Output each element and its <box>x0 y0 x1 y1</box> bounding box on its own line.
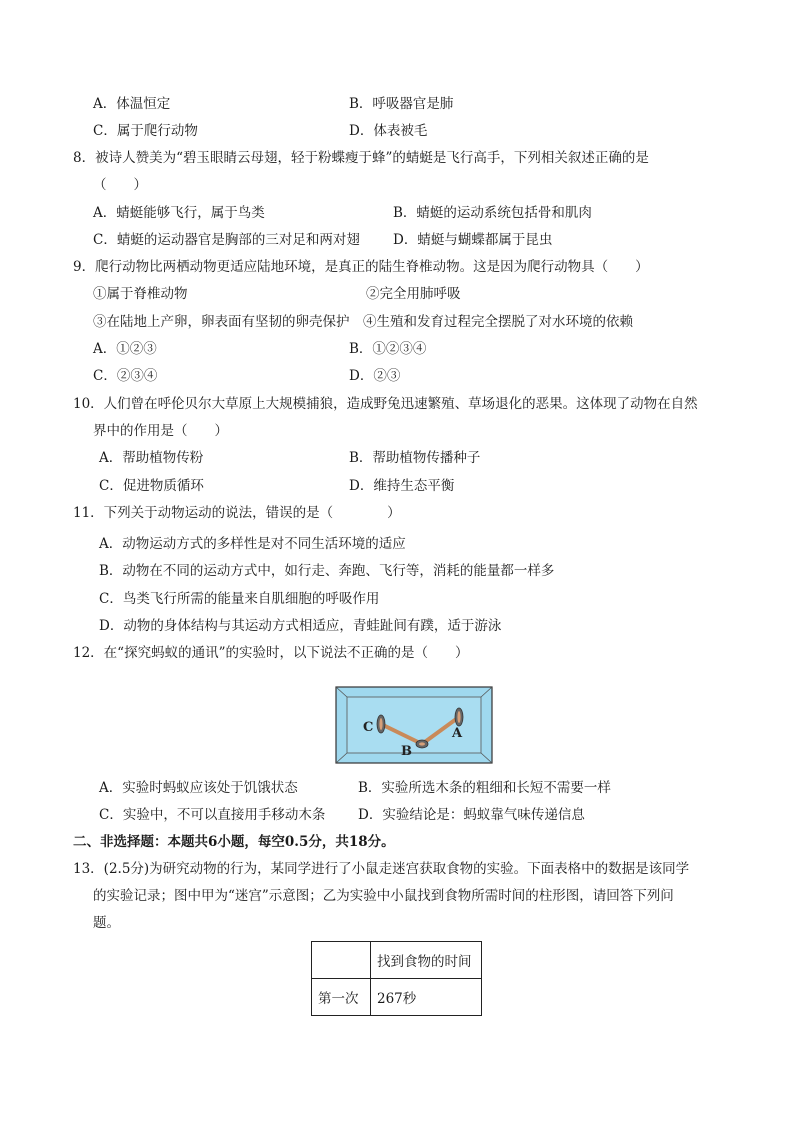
q9-item-1: ①属于脊椎动物 <box>93 286 188 302</box>
q13-stem-line-2: 的实验记录；图中甲为“迷宫”示意图；乙为实验中小鼠找到食物所需时间的柱形图，请回答下列问 <box>93 888 674 904</box>
q7-option-c: C．属于爬行动物 <box>93 123 198 139</box>
q7-option-d: D．体表被毛 <box>349 123 428 139</box>
q13-stem-line-3: 题。 <box>93 915 120 931</box>
table-header-row <box>312 942 482 979</box>
q9-items-3-4: ③在陆地上产卵，卵表面有坚韧的卵壳保护 ④生殖和发育过程完全摆脱了对水环境的依赖 <box>93 314 633 330</box>
q9-stem: 9．爬行动物比两栖动物更适应陆地环境，是真正的陆生脊椎动物。这是因为爬行动物具（ ） <box>73 259 649 275</box>
q12-option-a: A．实验时蚂蚁应该处于饥饿状态 <box>99 780 298 796</box>
table-cell: 267秒 <box>371 979 482 1016</box>
q11-option-c: C．鸟类飞行所需的能量来自肌细胞的呼吸作用 <box>99 591 380 607</box>
q10-option-d: D．维持生态平衡 <box>349 478 455 494</box>
q10-option-c: C．促进物质循环 <box>99 478 204 494</box>
q12-stem: 12．在“探究蚂蚁的通讯”的实验时，以下说法不正确的是（ ） <box>73 645 469 661</box>
table-cell: 第一次 <box>312 979 371 1016</box>
fig-label-b: B <box>401 744 412 759</box>
fig-label-a: A <box>452 726 463 741</box>
q9-item-2: ②完全用肺呼吸 <box>366 286 461 302</box>
table-header-cell <box>312 942 371 979</box>
section-heading: 二、非选择题：本题共6小题，每空0.5分，共18分。 <box>73 834 395 850</box>
q8-option-c: C．蜻蜓的运动器官是胸部的三对足和两对翅 <box>93 232 360 248</box>
fig-label-c: C <box>363 720 374 735</box>
q11-option-b: B．动物在不同的运动方式中，如行走、奔跑、飞行等，消耗的能量都一样多 <box>99 563 555 579</box>
q7-option-a: A．体温恒定 <box>93 96 171 112</box>
q12-option-b: B．实验所选木条的粗细和长短不需要一样 <box>358 780 611 796</box>
q9-option-b: B．①②③④ <box>349 341 427 357</box>
experiment-record-table <box>311 941 482 1016</box>
q9-option-c: C．②③④ <box>93 368 158 384</box>
q12-option-d: D．实验结论是：蚂蚁靠气味传递信息 <box>358 807 585 823</box>
q9-option-a: A．①②③ <box>93 341 157 357</box>
q9-option-d: D．②③ <box>349 368 401 384</box>
q13-stem-line-1: 13．(2.5分)为研究动物的行为，某同学进行了小鼠走迷宫获取食物的实验。下面表格中的数据是该同学 <box>73 861 690 877</box>
q11-stem: 11．下列关于动物运动的说法，错误的是（ ） <box>73 505 401 521</box>
q10-stem-line-2: 界中的作用是（ ） <box>93 423 228 439</box>
ant-experiment-figure <box>335 686 493 764</box>
q8-option-a: A．蜻蜓能够飞行，属于鸟类 <box>93 205 265 221</box>
q12-option-c: C．实验中，不可以直接用手移动木条 <box>99 807 326 823</box>
table-row <box>312 979 482 1016</box>
q11-option-d: D．动物的身体结构与其运动方式相适应，青蛙趾间有蹼，适于游泳 <box>99 618 502 634</box>
q8-option-d: D．蜻蜓与蝴蝶都属于昆虫 <box>393 232 553 248</box>
q8-blank: （ ） <box>93 177 147 193</box>
q8-stem: 8．被诗人赞美为“碧玉眼睛云母翅，轻于粉蝶瘦于蜂”的蜻蜓是飞行高手，下列相关叙述正确的是 <box>73 150 649 166</box>
table-header-cell: 找到食物的时间 <box>371 942 482 979</box>
q8-option-b: B．蜻蜓的运动系统包括骨和肌肉 <box>393 205 592 221</box>
q10-stem-line-1: 10．人们曾在呼伦贝尔大草原上大规模捕狼，造成野兔迅速繁殖、草场退化的恶果。这体现了动物在自然 <box>73 396 698 412</box>
q10-option-a: A．帮助植物传粉 <box>99 450 204 466</box>
q11-option-a: A．动物运动方式的多样性是对不同生活环境的适应 <box>99 536 406 552</box>
q10-option-b: B．帮助植物传播种子 <box>349 450 481 466</box>
q7-option-b: B．呼吸器官是肺 <box>349 96 454 112</box>
ant-experiment-diagram <box>335 686 493 764</box>
